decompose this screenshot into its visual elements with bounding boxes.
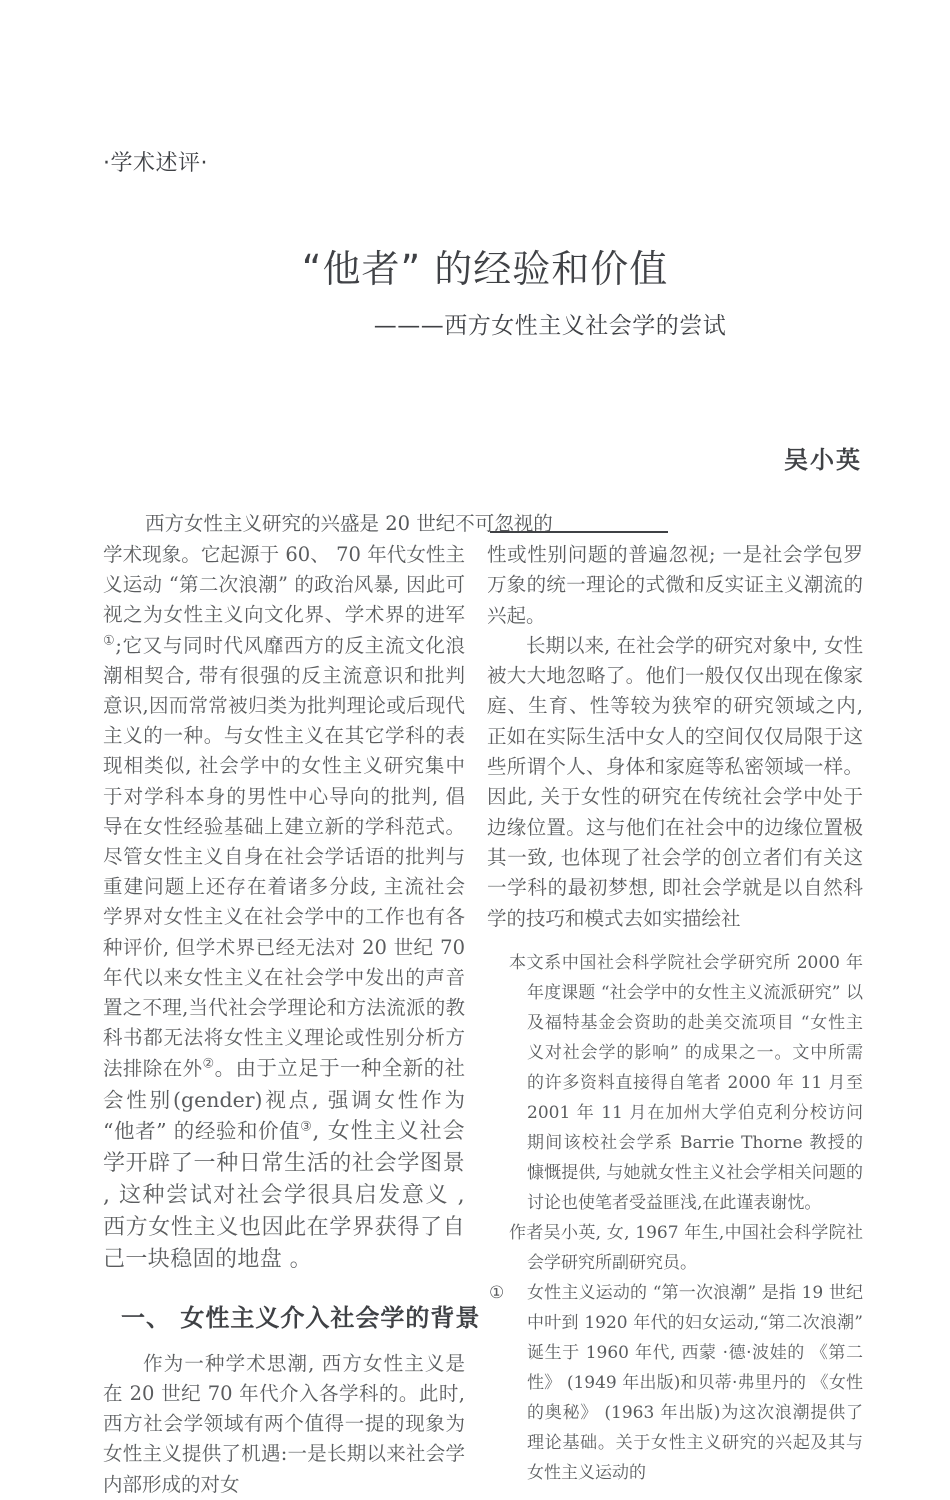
body-paragraph-2: 作为一种学术思潮, 西方女性主义是在 20 世纪 70 年代介入各学科的。此时, 西方社会学领域有两个值得一提的现象为女性主义提供了机遇:一是长期以来社会学内部形成的对女 [103, 1351, 465, 1496]
footnote-ref-2[interactable]: ② [202, 1056, 215, 1072]
paragraph-1-run-b: ;它又与同时代风靡西方的反主流文化浪潮相契合, 带有很强的反主流意识和批判意识,因而常常被归类为批判理论或后现代主义的一种。与女性主义在其它学科的表现相类似, 社会学中的女性主义研究集中于对学科本身的男性中心导向的批判, 倡导在女性经验基础上建立新的学科范式。尽管女性主义自身在社会学话语的批判与重建问题上还存在着诸多分歧, 主流社会学界对女性主义在社会学中的工作也有各种评价, 但学术界已经无法对 20 世纪 70 年代以来女性主义在社会学中发出的声音置之不理,当代社会学理论和方法流派的教科书都无法将女性主义理论或性别分析方法排除在外 [103, 633, 465, 1081]
title-block [0, 238, 950, 340]
footnote-item-1 [487, 1278, 863, 1488]
right-paragraph-1: 性或性别问题的普遍忽视; 一是社会学包罗万象的统一理论的式微和反实证主义潮流的兴起。 [487, 543, 863, 627]
left-column [103, 540, 481, 1500]
footnote-ref-1[interactable]: ① [103, 633, 116, 649]
paragraph-1-run-c: 。由于立足于一种全新的社会性别(gender)视点, 强调女性作为 “他者” 的经验和价值 [103, 1056, 465, 1143]
section-heading-1: 一、 女性主义介入社会学的背景 [121, 1303, 481, 1332]
right-column [487, 540, 863, 1488]
body-paragraph-1 [103, 540, 465, 1276]
footnote-text-1: 女性主义运动的 “第一次浪潮” 是指 19 世纪中叶到 1920 年代的妇女运动,“第二次浪潮” 诞生于 1960 年代, 西蒙 ·德·波娃的 《第二性》 (1949 年出版)和贝蒂·弗里丹的 《女性的奥秘》 (1963 年出版)为这次浪潮提供了理论基础。关于女性主义研究的兴起及其与女性主义运动的 [527, 1282, 863, 1483]
running-head: ·学术述评· [103, 151, 208, 176]
paragraph-1-run-d: , 女性主义社会学开辟了一种日常生活的社会学图景 , 这种尝试对社会学很具启发意义 , 西方女性主义也因此在学界获得了自己一块稳固的地盘 。 [103, 1118, 466, 1272]
footnote-separator-rule [490, 531, 668, 533]
footnote-marker-1: ① [489, 1282, 505, 1303]
footnote-author-note: 作者吴小英, 女, 1967 年生,中国社会科学院社会学研究所副研究员。 [509, 1222, 863, 1273]
page-title: “他者” 的经验和价值 [301, 247, 669, 291]
paragraph-1-run-a: 学术现象。它起源于 60、 70 年代女性主义运动 “第二次浪潮” 的政治风暴, 因此可视之为女性主义向文化界、学术界的进军 [103, 543, 465, 627]
right-paragraph-2: 长期以来, 在社会学的研究对象中, 女性被大大地忽略了。他们一般仅仅出现在像家庭、生育、性等较为狭窄的研究领域之内, 正如在实际生活中女人的空间仅仅局限于这些所谓个人、身体和家庭等私密领域一样。因此, 关于女性的研究在传统社会学中处于边缘位置。这与他们在社会中的边缘位置极其一致, 也体现了社会学的创立者们有关这一学科的最初梦想, 即社会学就是以自然科学的技巧和模式去如实描绘社 [487, 633, 863, 930]
footnote-funding-note: 本文系中国社会科学院社会学研究所 2000 年年度课题 “社会学中的女性主义流派研究” 以及福特基金会资助的赴美交流项目 “女性主义对社会学的影响” 的成果之一。文中所需的许多资料直接得自笔者 2000 年 11 月至 2001 年 11 月在加州大学伯克利分校访问期间该校社会学系 Barrie Thorne 教授的慷慨提供, 与她就女性主义社会学相关问题的讨论也使笔者受益匪浅,在此谨表谢忱。 [509, 952, 863, 1213]
lead-line-text: 西方女性主义研究的兴盛是 20 世纪不可忽视的 [145, 512, 553, 535]
footnote-ref-3[interactable]: ③ [300, 1119, 313, 1135]
footnote-block [487, 948, 863, 1488]
article-subtitle: ———西方女性主义社会学的尝试 [373, 313, 727, 339]
lead-line [103, 509, 863, 539]
author-byline: 吴小英 [784, 446, 862, 474]
